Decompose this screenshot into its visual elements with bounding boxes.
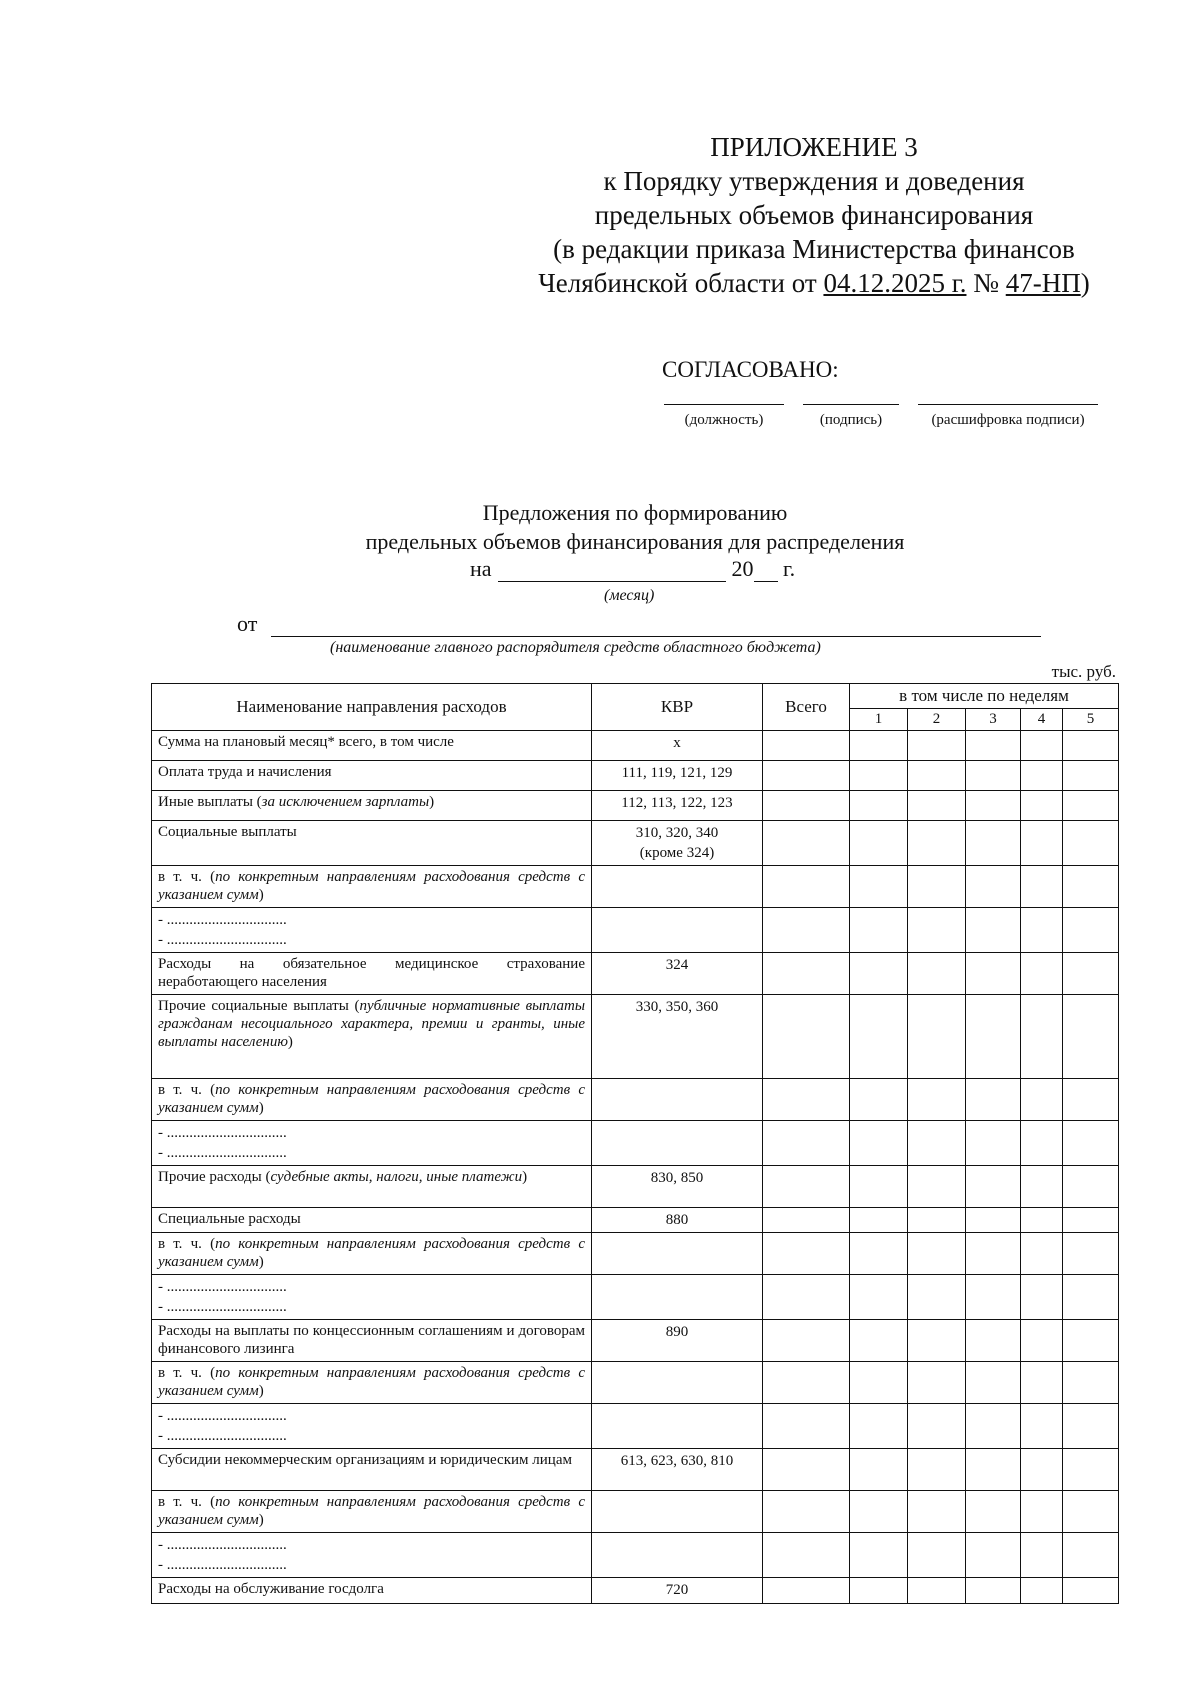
appendix-title: ПРИЛОЖЕНИЕ 3	[710, 132, 918, 162]
cell-week-4[interactable]	[1021, 1208, 1063, 1233]
cell-week-1[interactable]	[850, 1362, 908, 1404]
cell-week-5[interactable]	[1063, 908, 1119, 953]
cell-week-2[interactable]	[908, 995, 966, 1079]
year-prefix: 20	[731, 556, 754, 581]
cell-week-1[interactable]	[850, 953, 908, 995]
document-title-line-1: Предложения по формированию	[482, 500, 788, 525]
dots-line: - ................................	[158, 1299, 287, 1315]
row-name	[152, 1233, 592, 1275]
table-row	[152, 1121, 1119, 1166]
row-kvr	[592, 821, 763, 866]
table-row	[152, 731, 1119, 761]
name-label: (расшифровка подписи)	[931, 412, 1085, 428]
row-kvr: 324	[592, 953, 763, 995]
table-row	[152, 1208, 1119, 1233]
dots-line: - ................................	[158, 1428, 287, 1444]
incl-prefix: в т. ч. (	[158, 1082, 216, 1098]
cell-week-5[interactable]	[1063, 1079, 1119, 1121]
cell-week-1[interactable]	[850, 995, 908, 1079]
cell-week-5[interactable]	[1063, 1533, 1119, 1578]
row-name: Оплата труда и начисления	[152, 761, 592, 791]
row-name-end: )	[287, 1034, 293, 1050]
cell-week-3[interactable]	[966, 761, 1021, 791]
cell-total[interactable]	[763, 908, 850, 953]
incl-end: )	[258, 1383, 264, 1399]
row-kvr: 111, 119, 121, 129	[592, 761, 763, 791]
row-name: Расходы на обслуживание госдолга	[152, 1578, 592, 1604]
cell-week-4[interactable]	[1021, 866, 1063, 908]
appendix-line-4	[514, 266, 1114, 300]
cell-week-3[interactable]	[966, 1166, 1021, 1208]
cell-week-4[interactable]	[1021, 821, 1063, 866]
cell-week-2[interactable]	[908, 821, 966, 866]
dots-line: - ................................	[158, 1125, 287, 1141]
period-line	[470, 556, 795, 582]
dots-line: - ................................	[158, 932, 287, 948]
cell-week-1[interactable]	[850, 908, 908, 953]
row-name	[152, 1491, 592, 1533]
cell-total[interactable]	[763, 995, 850, 1079]
cell-total[interactable]	[763, 1166, 850, 1208]
closing-paren: )	[1080, 268, 1090, 298]
row-kvr	[592, 1233, 763, 1275]
cell-week-2[interactable]	[908, 1362, 966, 1404]
table-row	[152, 1079, 1119, 1121]
cell-week-4[interactable]	[1021, 731, 1063, 761]
dots-line: - ................................	[158, 1279, 287, 1295]
row-kvr-line-2: (кроме 324)	[639, 845, 715, 861]
row-name	[152, 866, 592, 908]
cell-total[interactable]	[763, 1491, 850, 1533]
incl-end: )	[258, 1100, 264, 1116]
cell-week-1[interactable]	[850, 1166, 908, 1208]
cell-total[interactable]	[763, 1533, 850, 1578]
row-name: Сумма на плановый месяц* всего, в том числе	[152, 731, 592, 761]
incl-prefix: в т. ч. (	[158, 1365, 216, 1381]
cell-week-2[interactable]	[908, 761, 966, 791]
cell-week-2[interactable]	[908, 1320, 966, 1362]
table-row	[152, 1320, 1119, 1362]
row-name	[152, 1404, 592, 1449]
from-label: от	[237, 611, 258, 636]
cell-total[interactable]	[763, 1320, 850, 1362]
row-kvr-line-1: 310, 320, 340	[635, 825, 719, 841]
position-line	[664, 404, 784, 405]
table-header-row	[152, 684, 1119, 709]
cell-week-1[interactable]	[850, 731, 908, 761]
table-row	[152, 761, 1119, 791]
cell-week-5[interactable]	[1063, 995, 1119, 1079]
col-name-header: Наименование направления расходов	[152, 684, 592, 731]
cell-total[interactable]	[763, 1578, 850, 1604]
cell-week-4[interactable]	[1021, 1233, 1063, 1275]
cell-week-5[interactable]	[1063, 1578, 1119, 1604]
cell-week-3[interactable]	[966, 1121, 1021, 1166]
document-title-line-2: предельных объемов финансирования для распределения	[365, 529, 905, 554]
cell-week-3[interactable]	[966, 953, 1021, 995]
cell-week-2[interactable]	[908, 866, 966, 908]
cell-week-2[interactable]	[908, 1491, 966, 1533]
row-name: Субсидии некоммерческим организациям и юридическим лицам	[152, 1449, 592, 1491]
cell-week-5[interactable]	[1063, 1233, 1119, 1275]
row-kvr	[592, 1533, 763, 1578]
signature-label: (подпись)	[819, 412, 883, 428]
year-suffix: г.	[783, 556, 796, 581]
order-date: 04.12.2025 г.	[823, 268, 967, 298]
cell-total[interactable]	[763, 866, 850, 908]
cell-total[interactable]	[763, 791, 850, 821]
row-name-start: Иные выплаты (	[158, 794, 262, 810]
cell-total[interactable]	[763, 1121, 850, 1166]
row-name-start: Прочие расходы (	[158, 1169, 271, 1185]
row-name	[152, 1362, 592, 1404]
org-blank	[271, 616, 1041, 637]
row-name-italic: судебные акты, налоги, иные платежи	[270, 1169, 523, 1185]
cell-week-5[interactable]	[1063, 1491, 1119, 1533]
row-name: Расходы на обязательное медицинское страхование неработающего населения	[152, 953, 592, 995]
month-hint: (месяц)	[604, 587, 655, 604]
table-row	[152, 866, 1119, 908]
row-name-start: Прочие социальные выплаты (	[158, 998, 360, 1014]
cell-week-3[interactable]	[966, 1362, 1021, 1404]
table-row	[152, 1404, 1119, 1449]
row-name	[152, 1533, 592, 1578]
cell-week-4[interactable]	[1021, 1121, 1063, 1166]
cell-week-4[interactable]	[1021, 1491, 1063, 1533]
cell-week-4[interactable]	[1021, 1362, 1063, 1404]
row-kvr: 330, 350, 360	[592, 995, 763, 1079]
period-on-label: на	[470, 556, 492, 581]
cell-week-2[interactable]	[908, 953, 966, 995]
cell-week-2[interactable]	[908, 1121, 966, 1166]
row-kvr: 720	[592, 1578, 763, 1604]
cell-week-4[interactable]	[1021, 761, 1063, 791]
col-total-header: Всего	[763, 684, 850, 731]
cell-week-5[interactable]	[1063, 1208, 1119, 1233]
col-weeks-header: в том числе по неделям	[850, 684, 1119, 709]
dots-line: - ................................	[158, 1537, 287, 1553]
cell-week-5[interactable]	[1063, 953, 1119, 995]
cell-week-5[interactable]	[1063, 731, 1119, 761]
row-kvr	[592, 1079, 763, 1121]
position-label: (должность)	[684, 412, 764, 428]
cell-week-1[interactable]	[850, 1404, 908, 1449]
cell-week-4[interactable]	[1021, 1275, 1063, 1320]
cell-week-4[interactable]	[1021, 1533, 1063, 1578]
row-kvr	[592, 866, 763, 908]
cell-week-5[interactable]	[1063, 1449, 1119, 1491]
cell-week-5[interactable]	[1063, 1320, 1119, 1362]
cell-week-2[interactable]	[908, 1449, 966, 1491]
appendix-header	[514, 130, 1114, 300]
row-kvr	[592, 908, 763, 953]
table-row	[152, 1449, 1119, 1491]
cell-week-3[interactable]	[966, 1491, 1021, 1533]
document-title	[300, 498, 970, 556]
row-kvr	[592, 1404, 763, 1449]
cell-total[interactable]	[763, 1275, 850, 1320]
cell-week-2[interactable]	[908, 1533, 966, 1578]
signature-line	[803, 404, 899, 405]
dots-line: - ................................	[158, 1408, 287, 1424]
table-row	[152, 1275, 1119, 1320]
cell-week-4[interactable]	[1021, 1449, 1063, 1491]
cell-week-2[interactable]	[908, 1233, 966, 1275]
row-kvr: 112, 113, 122, 123	[592, 791, 763, 821]
row-kvr: х	[592, 731, 763, 761]
cell-week-1[interactable]	[850, 1121, 908, 1166]
cell-week-1[interactable]	[850, 1491, 908, 1533]
appendix-line-3: (в редакции приказа Министерства финансов	[553, 234, 1075, 264]
cell-week-3[interactable]	[966, 995, 1021, 1079]
row-kvr: 613, 623, 630, 810	[592, 1449, 763, 1491]
cell-week-3[interactable]	[966, 731, 1021, 761]
cell-week-1[interactable]	[850, 1233, 908, 1275]
cell-week-5[interactable]	[1063, 1121, 1119, 1166]
cell-total[interactable]	[763, 1449, 850, 1491]
row-kvr	[592, 1362, 763, 1404]
cell-total[interactable]	[763, 1404, 850, 1449]
cell-week-1[interactable]	[850, 1533, 908, 1578]
row-name	[152, 1275, 592, 1320]
cell-week-3[interactable]	[966, 1079, 1021, 1121]
row-name	[152, 995, 592, 1079]
dots-line: - ................................	[158, 912, 287, 928]
cell-week-3[interactable]	[966, 1578, 1021, 1604]
cell-week-3[interactable]	[966, 908, 1021, 953]
row-name	[152, 1166, 592, 1208]
col-week-3: 3	[966, 709, 1021, 731]
cell-week-3[interactable]	[966, 1449, 1021, 1491]
row-kvr: 880	[592, 1208, 763, 1233]
table-row	[152, 953, 1119, 995]
row-name	[152, 791, 592, 821]
dots-line: - ................................	[158, 1557, 287, 1573]
expenses-table	[151, 683, 1119, 1604]
row-name-end: )	[429, 794, 435, 810]
cell-week-2[interactable]	[908, 1208, 966, 1233]
cell-week-4[interactable]	[1021, 1079, 1063, 1121]
cell-week-2[interactable]	[908, 791, 966, 821]
table-row	[152, 995, 1119, 1079]
cell-week-3[interactable]	[966, 1233, 1021, 1275]
cell-week-4[interactable]	[1021, 1404, 1063, 1449]
cell-week-3[interactable]	[966, 1404, 1021, 1449]
cell-week-3[interactable]	[966, 1533, 1021, 1578]
cell-week-1[interactable]	[850, 821, 908, 866]
col-week-2: 2	[908, 709, 966, 731]
cell-week-1[interactable]	[850, 1079, 908, 1121]
cell-week-4[interactable]	[1021, 1166, 1063, 1208]
cell-week-3[interactable]	[966, 1275, 1021, 1320]
appendix-line-2: предельных объемов финансирования	[594, 200, 1034, 230]
cell-week-4[interactable]	[1021, 995, 1063, 1079]
month-blank	[498, 561, 726, 582]
incl-prefix: в т. ч. (	[158, 869, 216, 885]
incl-italic: по конкретным направлениям расходования средств с указанием сумм	[158, 869, 585, 903]
incl-italic: по конкретным направлениям расходования средств с указанием сумм	[158, 1236, 585, 1270]
incl-italic: по конкретным направлениям расходования средств с указанием сумм	[158, 1494, 585, 1528]
col-week-1: 1	[850, 709, 908, 731]
cell-week-1[interactable]	[850, 791, 908, 821]
row-kvr	[592, 1275, 763, 1320]
table-row	[152, 791, 1119, 821]
cell-week-5[interactable]	[1063, 1362, 1119, 1404]
cell-week-2[interactable]	[908, 1578, 966, 1604]
cell-week-1[interactable]	[850, 1275, 908, 1320]
col-week-5: 5	[1063, 709, 1119, 731]
cell-week-5[interactable]	[1063, 821, 1119, 866]
row-name: Расходы на выплаты по концессионным соглашениям и договорам финансового лизинга	[152, 1320, 592, 1362]
approval-title: СОГЛАСОВАНО:	[662, 357, 839, 382]
cell-week-5[interactable]	[1063, 866, 1119, 908]
row-kvr	[592, 1121, 763, 1166]
incl-prefix: в т. ч. (	[158, 1236, 216, 1252]
incl-prefix: в т. ч. (	[158, 1494, 216, 1510]
cell-week-4[interactable]	[1021, 1320, 1063, 1362]
region-text: Челябинской области от	[538, 268, 824, 298]
cell-total[interactable]	[763, 953, 850, 995]
cell-total[interactable]	[763, 1233, 850, 1275]
col-week-4: 4	[1021, 709, 1063, 731]
cell-week-3[interactable]	[966, 866, 1021, 908]
incl-end: )	[258, 1254, 264, 1270]
row-name-italic: за исключением зарплаты	[261, 794, 430, 810]
appendix-line-1: к Порядку утверждения и доведения	[603, 166, 1025, 196]
table-row	[152, 821, 1119, 866]
year-blank	[754, 561, 778, 582]
cell-week-1[interactable]	[850, 761, 908, 791]
row-name-end: )	[522, 1169, 528, 1185]
cell-total[interactable]	[763, 1362, 850, 1404]
cell-week-4[interactable]	[1021, 953, 1063, 995]
table-row	[152, 1362, 1119, 1404]
cell-week-1[interactable]	[850, 1320, 908, 1362]
incl-end: )	[258, 887, 264, 903]
row-name: Социальные выплаты	[152, 821, 592, 866]
cell-week-2[interactable]	[908, 1166, 966, 1208]
cell-week-2[interactable]	[908, 1404, 966, 1449]
cell-week-2[interactable]	[908, 1275, 966, 1320]
incl-end: )	[258, 1512, 264, 1528]
order-number: 47-НП	[1005, 268, 1081, 298]
cell-total[interactable]	[763, 731, 850, 761]
incl-italic: по конкретным направлениям расходования средств с указанием сумм	[158, 1365, 585, 1399]
table-row	[152, 1233, 1119, 1275]
cell-week-4[interactable]	[1021, 908, 1063, 953]
from-line	[237, 611, 1041, 637]
cell-week-2[interactable]	[908, 908, 966, 953]
cell-week-2[interactable]	[908, 731, 966, 761]
table-row	[152, 1491, 1119, 1533]
table-row	[152, 1166, 1119, 1208]
cell-week-5[interactable]	[1063, 791, 1119, 821]
row-name	[152, 1121, 592, 1166]
cell-week-1[interactable]	[850, 866, 908, 908]
cell-total[interactable]	[763, 1208, 850, 1233]
cell-week-5[interactable]	[1063, 1404, 1119, 1449]
number-sign: №	[966, 268, 1006, 298]
incl-italic: по конкретным направлениям расходования средств с указанием сумм	[158, 1082, 585, 1116]
row-name-italic: публичные нормативные выплаты гражданам несоциального характера, премии и гранты, иные выплаты населению	[158, 998, 585, 1050]
org-hint: (наименование главного распорядителя средств областного бюджета)	[330, 639, 821, 656]
dots-line: - ................................	[158, 1145, 287, 1161]
cell-week-3[interactable]	[966, 1320, 1021, 1362]
row-kvr	[592, 1491, 763, 1533]
cell-week-3[interactable]	[966, 791, 1021, 821]
cell-week-1[interactable]	[850, 1208, 908, 1233]
row-kvr: 830, 850	[592, 1166, 763, 1208]
name-line	[918, 404, 1098, 405]
cell-week-3[interactable]	[966, 1208, 1021, 1233]
cell-total[interactable]	[763, 821, 850, 866]
cell-week-4[interactable]	[1021, 1578, 1063, 1604]
cell-week-1[interactable]	[850, 1578, 908, 1604]
cell-week-5[interactable]	[1063, 1275, 1119, 1320]
row-kvr: 890	[592, 1320, 763, 1362]
row-name: Специальные расходы	[152, 1208, 592, 1233]
cell-week-5[interactable]	[1063, 761, 1119, 791]
cell-week-2[interactable]	[908, 1079, 966, 1121]
cell-total[interactable]	[763, 1079, 850, 1121]
col-kvr-header: КВР	[592, 684, 763, 731]
cell-week-4[interactable]	[1021, 791, 1063, 821]
signature-block	[0, 404, 1200, 444]
cell-week-3[interactable]	[966, 821, 1021, 866]
table-row	[152, 1533, 1119, 1578]
row-name	[152, 908, 592, 953]
table-row	[152, 908, 1119, 953]
units-label: тыс. руб.	[1051, 662, 1116, 681]
row-name	[152, 1079, 592, 1121]
cell-week-1[interactable]	[850, 1449, 908, 1491]
table-row	[152, 1578, 1119, 1604]
cell-total[interactable]	[763, 761, 850, 791]
cell-week-5[interactable]	[1063, 1166, 1119, 1208]
